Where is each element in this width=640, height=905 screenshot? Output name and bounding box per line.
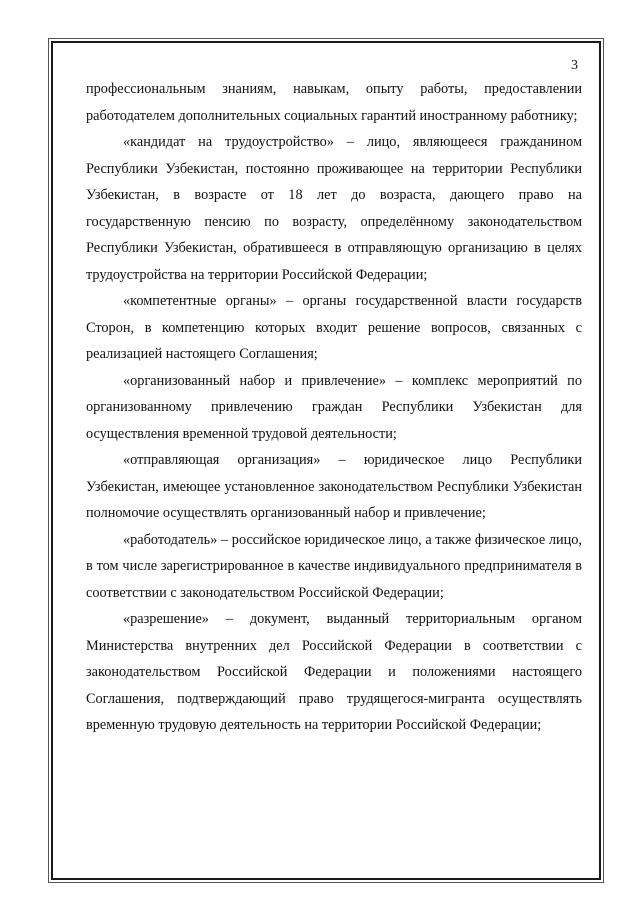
paragraph-employer: «работодатель» – российское юридическое лицо, а также физическое лицо, в том числе зарегистрированное в качестве индивидуального предпринимателя в соответствии с законодательством Российской Федерации;: [86, 531, 582, 601]
paragraph-permit: «разрешение» – документ, выданный территориальным органом Министерства внутренних дел Российской Федерации в соответствии с законодательством Российской Федерации и положениями настоящего Соглашения, подтверждающий право трудящегося-мигранта осуществлять временную трудовую деятельность на территории Российской Федерации;: [86, 611, 582, 733]
paragraph-sending-organization: «отправляющая организация» – юридическое лицо Республики Узбекистан, имеющее установленное законодательством Республики Узбекистан полномочие осуществлять организованный набор и привлечение;: [86, 452, 582, 521]
paragraph-competent-authorities: «компетентные органы» – органы государственной власти государств Сторон, в компетенцию которых входит решение вопросов, связанных с реализацией настоящего Соглашения;: [86, 293, 582, 362]
paragraph-organized-recruitment: «организованный набор и привлечение» – комплекс мероприятий по организованному привлечению граждан Республики Узбекистан для осуществления временной трудовой деятельности;: [86, 372, 582, 442]
paragraph-continuation: профессиональным знаниям, навыкам, опыту работы, предоставлении работодателем дополнительных социальных гарантий иностранному работнику;: [86, 81, 582, 124]
page-number: 3: [571, 58, 578, 73]
paragraph-candidate-definition: «кандидат на трудоустройство» – лицо, являющееся гражданином Республики Узбекистан, постоянно проживающее на территории Республики Узбекистан, в возрасте от 18 лет до возраста, дающего право на государственную пенсию по возрасту, определённому законодательством Республики Узбекистан, обратившееся в отправляющую организацию в целях трудоустройства на территории Российской Федерации;: [86, 134, 582, 283]
document-body: [86, 76, 582, 739]
